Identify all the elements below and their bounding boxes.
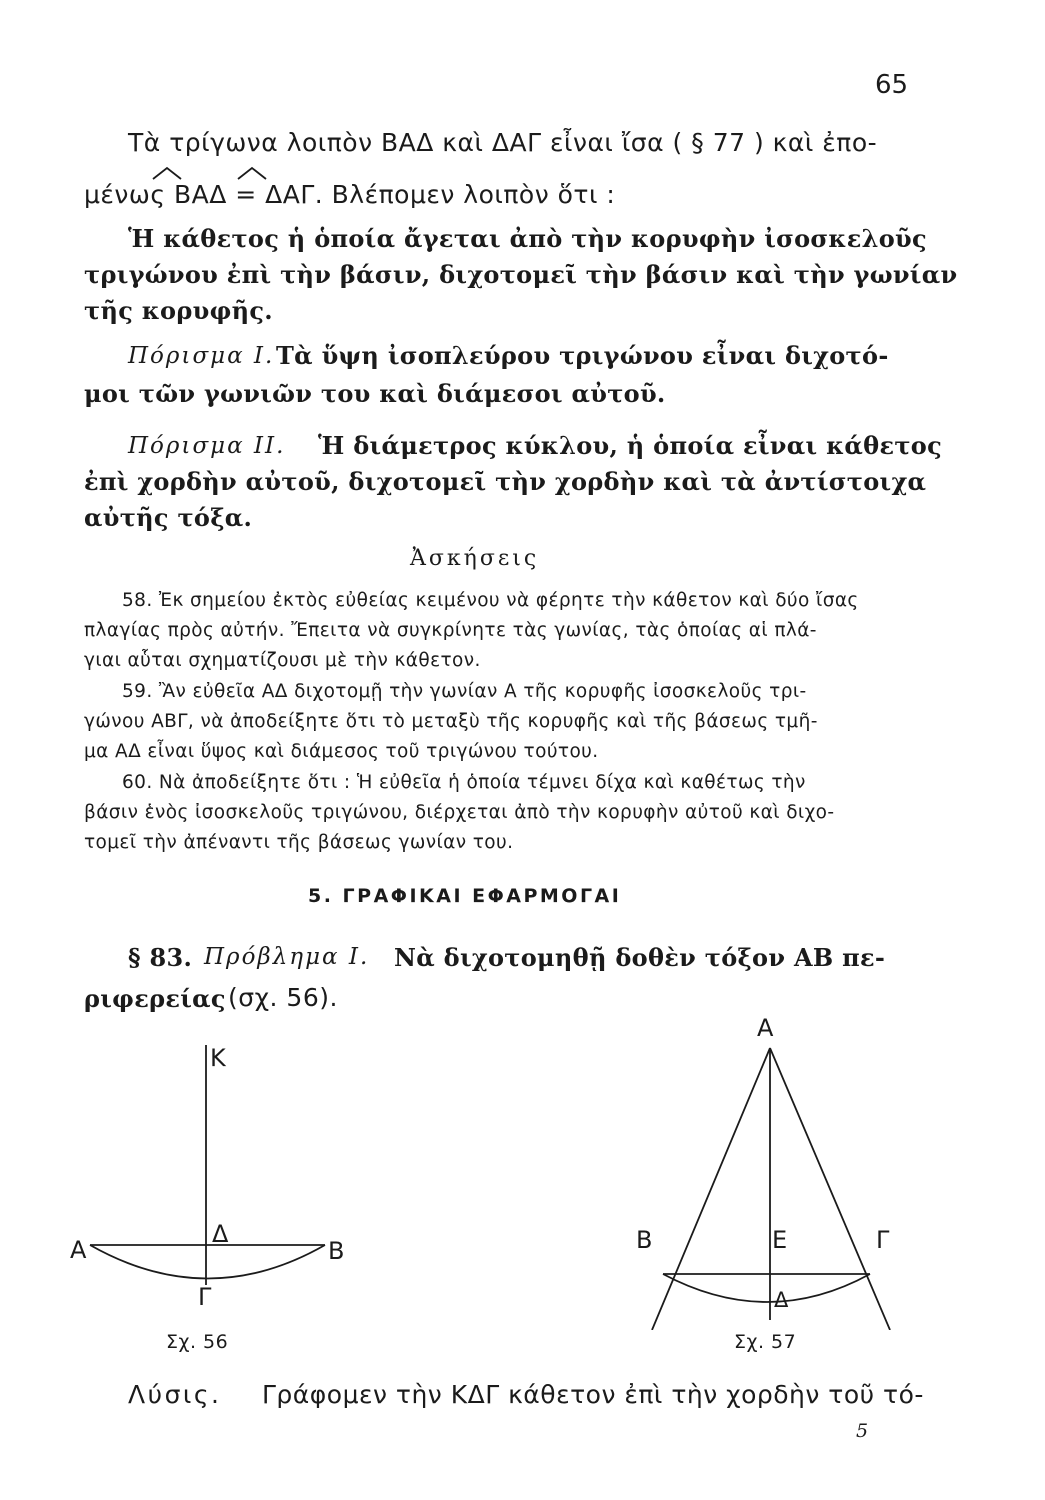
page-number: 65 bbox=[875, 70, 909, 100]
fig57-label-b: Β bbox=[636, 1226, 653, 1254]
angle-hat-dag bbox=[230, 166, 310, 182]
figure-57 bbox=[600, 1030, 920, 1330]
fig57-label-g: Γ bbox=[876, 1226, 890, 1254]
angle-hat-bad bbox=[145, 166, 225, 182]
arc-ab bbox=[90, 1245, 325, 1279]
porisma2-line2: ἐπὶ χορδὴν αὐτοῦ, διχοτομεῖ τὴν χορδὴν καὶ τὰ ἀντίστοιχα bbox=[84, 467, 927, 496]
ex59-line3: μα ΑΔ εἶναι ὕψος καὶ διάμεσος τοῦ τριγώνου τούτου. bbox=[84, 741, 599, 762]
ex60-line2: βάσιν ἑνὸς ἰσοσκελοῦς τριγώνου, διέρχεται ἀπὸ τὴν κορυφὴν αὐτοῦ καὶ διχο- bbox=[84, 802, 835, 823]
ex58-line3: γιαι αὗται σχηματίζουσι μὲ τὴν κάθετον. bbox=[84, 650, 481, 671]
fig57-caption: Σχ. 57 bbox=[734, 1331, 797, 1353]
fig57-label-a: Α bbox=[757, 1014, 774, 1042]
porisma1-line1: Τὰ ὕψη ἰσοπλεύρου τριγώνου εἶναι διχοτό- bbox=[276, 341, 889, 370]
ex58-line2: πλαγίας πρὸς αὐτήν. Ἔπειτα νὰ συγκρίνητε τὰς γωνίας, τὰς ὁποίας αἱ πλά- bbox=[84, 620, 817, 641]
porisma1-label: Πόρισμα Ι. bbox=[128, 343, 275, 369]
porisma2-label: Πόρισμα ΙΙ. bbox=[128, 433, 286, 459]
problem-number: § 83. bbox=[128, 943, 193, 972]
fig56-label-d: Δ bbox=[212, 1220, 229, 1248]
fig56-caption: Σχ. 56 bbox=[166, 1331, 229, 1353]
arc-bg bbox=[663, 1274, 870, 1302]
solution-text: Γράφομεν τὴν ΚΔΓ κάθετον ἐπὶ τὴν χορδὴν τοῦ τό- bbox=[262, 1380, 924, 1409]
ex59-line2: γώνου ΑΒΓ, νὰ ἀποδείξητε ὅτι τὸ μεταξὺ τῆς κορυφῆς καὶ τῆς βάσεως τμῆ- bbox=[84, 711, 818, 732]
problem-line2-bold: ριφερείας bbox=[84, 984, 226, 1013]
figure-56 bbox=[60, 1030, 380, 1330]
fig57-label-e: Ε bbox=[772, 1226, 788, 1254]
section-heading: 5. ΓΡΑΦΙΚΑΙ ΕΦΑΡΜΟΓΑΙ bbox=[308, 885, 622, 907]
side-ab bbox=[652, 1048, 770, 1330]
porisma2-line3: αὐτῆς τόξα. bbox=[84, 503, 253, 532]
ex58-line1: 58. Ἐκ σημείου ἐκτὸς εὐθείας κειμένου νὰ φέρητε τὴν κάθετον καὶ δύο ἴσας bbox=[122, 590, 859, 611]
solution-label: Λύσις. bbox=[128, 1380, 222, 1409]
fig56-label-g: Γ bbox=[198, 1283, 212, 1311]
ex59-line1: 59. Ἂν εὐθεῖα ΑΔ διχοτομῇ τὴν γωνίαν Α τῆς κορυφῆς ἰσοσκελοῦς τρι- bbox=[122, 681, 807, 702]
exercises-heading: Ἀσκήσεις bbox=[410, 546, 540, 571]
fig56-label-a: Α bbox=[70, 1236, 87, 1264]
footer-signature: 5 bbox=[856, 1420, 869, 1442]
problem-line1: Νὰ διχοτομηθῇ δοθὲν τόξον ΑΒ πε- bbox=[394, 943, 886, 972]
problem-line2-ref: (σχ. 56). bbox=[228, 983, 338, 1012]
para1-line1: Τὰ τρίγωνα λοιπὸν ΒΑΔ καὶ ΔΑΓ εἶναι ἴσα ( § 77 ) καὶ ἐπο- bbox=[128, 128, 878, 157]
theorem-line2: τριγώνου ἐπὶ τὴν βάσιν, διχοτομεῖ τὴν βάσιν καὶ τὴν γωνίαν bbox=[84, 260, 958, 289]
fig56-label-k: Κ bbox=[210, 1044, 226, 1072]
fig56-label-b: Β bbox=[328, 1237, 345, 1265]
ex60-line1: 60. Νὰ ἀποδείξητε ὅτι : Ἡ εὐθεῖα ἡ ὁποία τέμνει δίχα καὶ καθέτως τὴν bbox=[122, 772, 806, 793]
ex60-line3: τομεῖ τὴν ἀπέναντι τῆς βάσεως γωνίαν του. bbox=[84, 832, 514, 853]
theorem-line1: Ἡ κάθετος ἡ ὁποία ἄγεται ἀπὸ τὴν κορυφὴν ἰσοσκελοῦς bbox=[128, 224, 927, 253]
problem-label: Πρόβλημα Ι. bbox=[204, 944, 370, 970]
fig57-label-d: Δ bbox=[774, 1288, 789, 1312]
porisma1-line2: μοι τῶν γωνιῶν του καὶ διάμεσοι αὐτοῦ. bbox=[84, 379, 666, 408]
porisma2-line1: Ἡ διάμετρος κύκλου, ἡ ὁποία εἶναι κάθετος bbox=[318, 431, 943, 460]
theorem-line3: τῆς κορυφῆς. bbox=[84, 296, 273, 325]
para1-line2: μένως ΒΑΔ = ΔΑΓ. Βλέπομεν λοιπὸν ὅτι : bbox=[84, 180, 616, 209]
